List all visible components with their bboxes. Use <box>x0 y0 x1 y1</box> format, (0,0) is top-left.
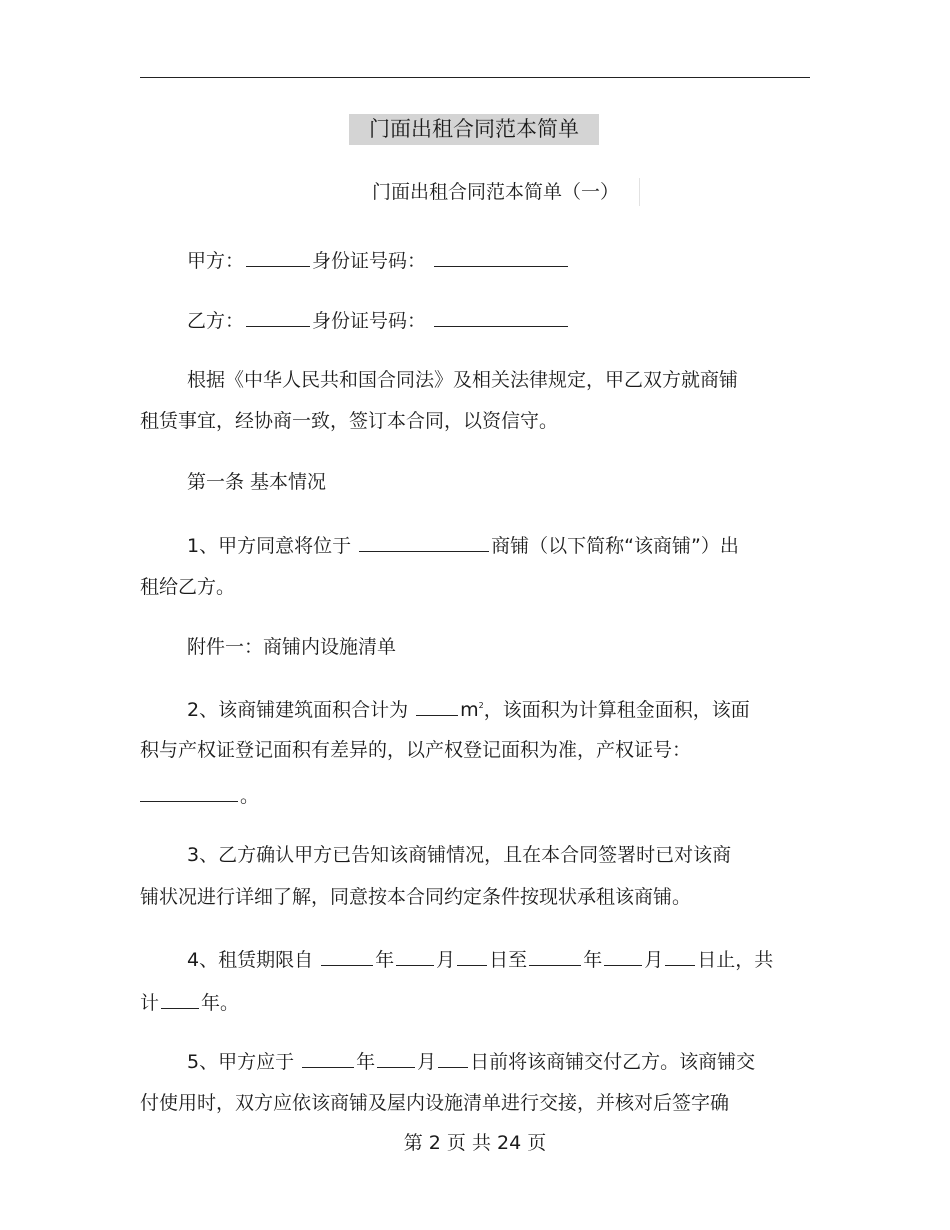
item-1-line-2: 租给乙方。 <box>140 576 236 598</box>
item-2-line-3: 。 <box>138 781 259 809</box>
document-subtitle: 门面出租合同范本简单（一） <box>352 178 640 206</box>
article-1-heading: 第一条 基本情况 <box>187 471 327 493</box>
certificate-number-blank <box>140 781 238 802</box>
party-b-id-blank <box>434 306 568 327</box>
item-2-line-1: 2、该商铺建筑面积合计为 $m^2$，该面积为计算租金面积，该面 <box>187 695 750 723</box>
intro-line-2: 租赁事宜，经协商一致，签订本合同，以资信守。 <box>140 410 559 432</box>
delivery-year-blank <box>302 1047 354 1068</box>
item-2-line-2: 积与产权证登记面积有差异的，以产权登记面积为准，产权证号： <box>140 739 692 761</box>
party-a-line: 甲方： 身份证号码： <box>187 246 570 274</box>
document-title: 门面出租合同范本简单 <box>349 114 599 145</box>
item-5-line-2: 付使用时，双方应依该商铺及屋内设施清单进行交接，并核对后签字确 <box>140 1092 730 1114</box>
item-1-line-1: 1、甲方同意将位于 商铺（以下简称“该商铺”）出 <box>187 531 739 559</box>
total-page-count: 24 <box>497 1132 522 1154</box>
item-4-line-1: 4、租赁期限自 年 月 日至 年 月 日止，共 <box>187 945 773 973</box>
party-b-name-blank <box>246 306 310 327</box>
start-year-blank <box>321 945 373 966</box>
attachment-line: 附件一：商铺内设施清单 <box>187 636 397 658</box>
delivery-month-blank <box>377 1047 415 1068</box>
start-day-blank <box>457 945 487 966</box>
current-page-number: 2 <box>428 1132 441 1154</box>
header-rule <box>140 77 810 78</box>
party-a-name-blank <box>246 246 310 267</box>
area-blank <box>416 695 458 716</box>
end-month-blank <box>604 945 642 966</box>
intro-line-1: 根据《中华人民共和国合同法》及相关法律规定，甲乙双方就商铺 <box>187 369 739 391</box>
end-year-blank <box>529 945 581 966</box>
end-day-blank <box>665 945 695 966</box>
item-3-line-2: 铺状况进行详细了解，同意按本合同约定条件按现状承租该商铺。 <box>140 886 692 908</box>
party-a-id-blank <box>434 246 568 267</box>
item-3-line-1: 3、乙方确认甲方已告知该商铺情况，且在本合同签署时已对该商 <box>187 844 732 866</box>
start-month-blank <box>396 945 434 966</box>
shop-location-blank <box>359 531 489 552</box>
party-b-line: 乙方： 身份证号码： <box>187 306 570 334</box>
item-4-line-2: 计 年。 <box>140 988 239 1016</box>
total-years-blank <box>161 988 199 1009</box>
page-footer: 第 2 页 共 24 页 <box>403 1132 547 1154</box>
item-5-line-1: 5、甲方应于 年 月 日前将该商铺交付乙方。该商铺交 <box>187 1047 755 1075</box>
delivery-day-blank <box>438 1047 468 1068</box>
